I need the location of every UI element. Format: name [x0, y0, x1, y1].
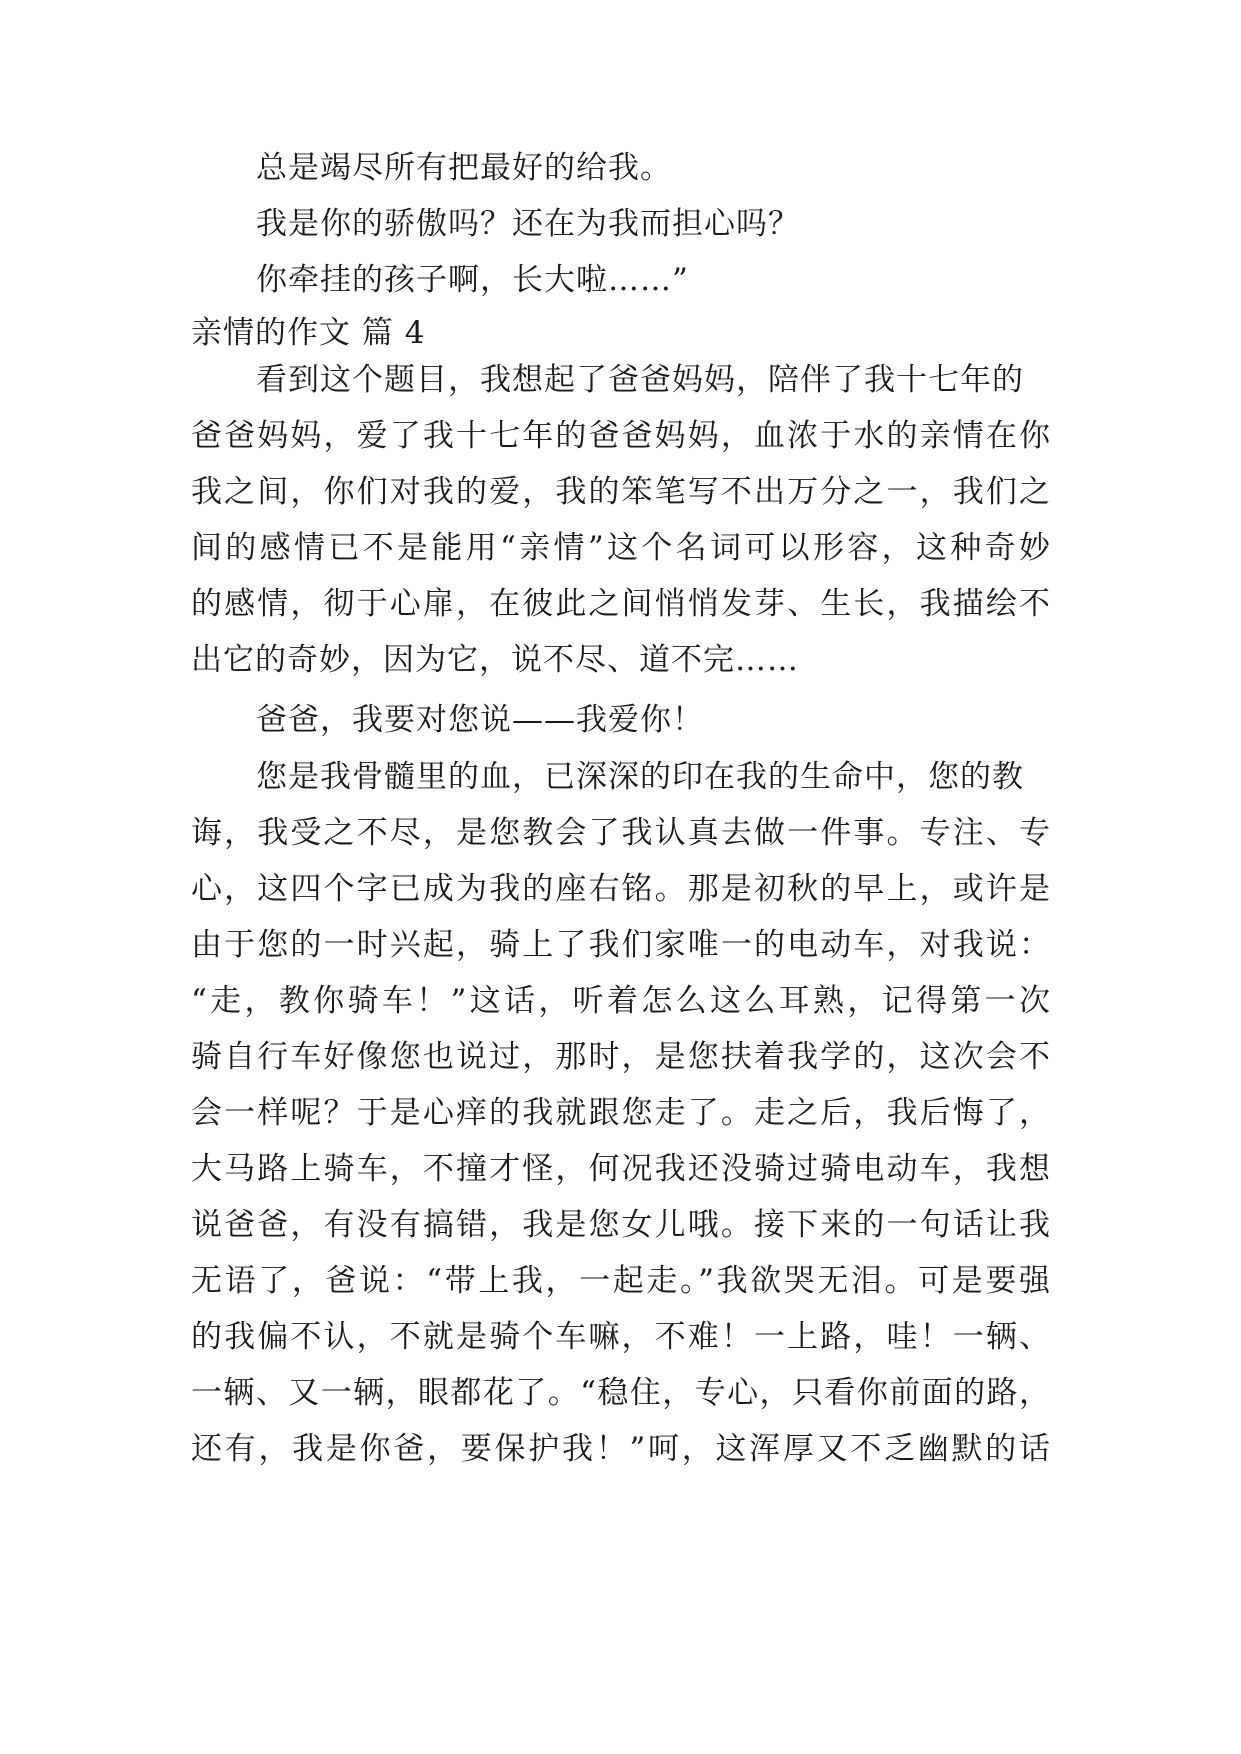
paragraph-line: 爸爸妈妈，爱了我十七年的爸爸妈妈，血浓于水的亲情在你: [191, 418, 1051, 454]
paragraph-line: 一辆、又一辆，眼都花了。“稳住，专心，只看你前面的路，: [191, 1375, 1051, 1411]
text-line: 总是竭尽所有把最好的给我。: [256, 150, 672, 186]
paragraph-line: 爸爸，我要对您说——我爱你！: [256, 702, 704, 738]
paragraph-line: 您是我骨髓里的血，已深深的印在我的生命中，您的教: [256, 759, 1024, 795]
paragraph-line: 的我偏不认，不就是骑个车嘛，不难！一上路，哇！一辆、: [191, 1319, 1051, 1355]
text-line: 我是你的骄傲吗？还在为我而担心吗？: [256, 206, 800, 242]
paragraph-line: 由于您的一时兴起，骑上了我们家唯一的电动车，对我说：: [191, 927, 1051, 963]
paragraph-line: 诲，我受之不尽，是您教会了我认真去做一件事。专注、专: [191, 815, 1051, 851]
paragraph-line: 会一样呢？于是心痒的我就跟您走了。走之后，我后悔了，: [191, 1095, 1051, 1131]
paragraph-line: 骑自行车好像您也说过，那时，是您扶着我学的，这次会不: [191, 1039, 1051, 1075]
text-line: 你牵挂的孩子啊，长大啦……”: [256, 262, 689, 298]
paragraph-line: 心，这四个字已成为我的座右铭。那是初秋的早上，或许是: [191, 871, 1051, 907]
paragraph-line: “走，教你骑车！”这话，听着怎么这么耳熟，记得第一次: [191, 983, 1051, 1019]
paragraph-line: 出它的奇妙，因为它，说不尽、道不完……: [191, 642, 799, 678]
paragraph-line: 说爸爸，有没有搞错，我是您女儿哦。接下来的一句话让我: [191, 1207, 1051, 1243]
paragraph-line: 间的感情已不是能用“亲情”这个名词可以形容，这种奇妙: [191, 530, 1051, 566]
paragraph-line: 我之间，你们对我的爱，我的笨笔写不出万分之一，我们之: [191, 474, 1051, 510]
paragraph-line: 还有，我是你爸，要保护我！”呵，这浑厚又不乏幽默的话: [191, 1431, 1051, 1467]
paragraph-line: 的感情，彻于心扉，在彼此之间悄悄发芽、生长，我描绘不: [191, 586, 1051, 622]
paragraph-line: 大马路上骑车，不撞才怪，何况我还没骑过骑电动车，我想: [191, 1151, 1051, 1187]
section-title: 亲情的作文 篇 4: [191, 315, 426, 351]
paragraph-line: 无语了，爸说：“带上我，一起走。”我欲哭无泪。可是要强: [191, 1263, 1051, 1299]
paragraph-line: 看到这个题目，我想起了爸爸妈妈，陪伴了我十七年的: [256, 362, 1024, 398]
